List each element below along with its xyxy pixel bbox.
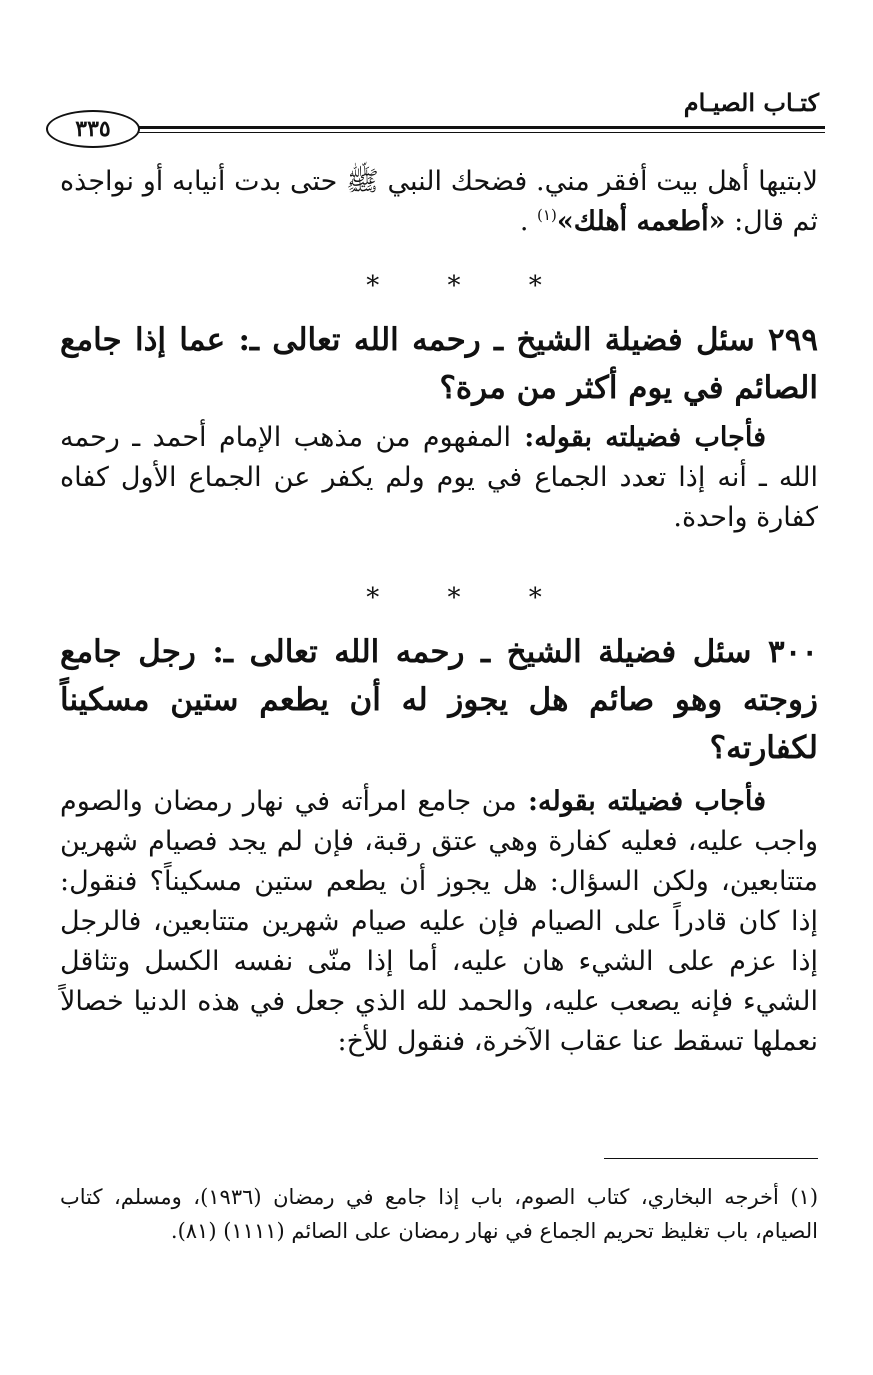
question-300 <box>60 628 818 1062</box>
answer-300 <box>60 782 818 1062</box>
separator-stars-2: * * * <box>366 583 572 613</box>
answer-300-lead: فأجاب فضيلته بقوله: <box>516 786 766 817</box>
question-300-heading: ٣٠٠ سئل فضيلة الشيخ ـ رحمه الله تعالى ـ: رجل جامع زوجته وهو صائم هل يجوز له أن يطعم ستين مسكيناً لكفارته؟ <box>60 634 819 766</box>
footnote: (١) أخرجه البخاري، كتاب الصوم، باب إذا جامع في رمضان (١٩٣٦)، ومسلم، كتاب الصيام، باب تغليظ تحريم الجماع في نهار رمضان على الصائم (١١١١) (٨١). <box>60 1185 819 1243</box>
separator-stars: * * * <box>366 271 572 301</box>
hadith-quote: «أطعمه أهلك» <box>556 206 726 237</box>
answer-299-text: المفهوم من مذهب الإمام أحمد ـ رحمه الله ـ أنه إذا تعدد الجماع في يوم ولم يكفر عن الجماع الأول كفاه كفارة واحدة. <box>60 422 818 533</box>
header-rule-thick <box>110 126 825 129</box>
footnote-rule <box>604 1158 818 1159</box>
intro-block <box>60 162 818 242</box>
intro-text: لابتيها أهل بيت أفقر مني. فضحك النبي ﷺ حتى بدت أنيابه أو نواجذه ثم قال: <box>60 166 818 237</box>
header-rule-thin <box>110 132 825 133</box>
intro-text-end: . <box>519 206 538 237</box>
answer-299-lead: فأجاب فضيلته بقوله: <box>511 422 766 453</box>
question-299-heading: ٢٩٩ سئل فضيلة الشيخ ـ رحمه الله تعالى ـ: عما إذا جامع الصائم في يوم أكثر من مرة؟ <box>60 322 818 406</box>
running-title: كتـاب الصيـام <box>683 88 819 117</box>
answer-299 <box>60 418 818 538</box>
question-299 <box>60 316 818 538</box>
page-number: ٣٣٥ <box>46 110 140 148</box>
answer-300-text: من جامع امرأته في نهار رمضان والصوم واجب عليه، فعليه كفارة وهي عتق رقبة، فإن لم يجد فصيام شهرين متتابعين، ولكن السؤال: هل يجوز أن يطعم ستين مسكيناً؟ فنقول: إذا كان قادراً على الصيام فإن عليه صيام شهرين متتابعين، فالرجل إذا عزم على الشيء هان عليه، أما إذا منّى نفسه الكسل وتثاقل الشيء فإنه يصعب عليه، والحمد لله الذي جعل في هذه الدنيا خصالاً نعملها تسقط عنا عقاب الآخرة، فنقول للأخ: <box>60 786 818 1057</box>
intro-paragraph <box>60 162 818 242</box>
page-header <box>40 88 825 142</box>
footnote-reference: (١) <box>537 206 557 224</box>
